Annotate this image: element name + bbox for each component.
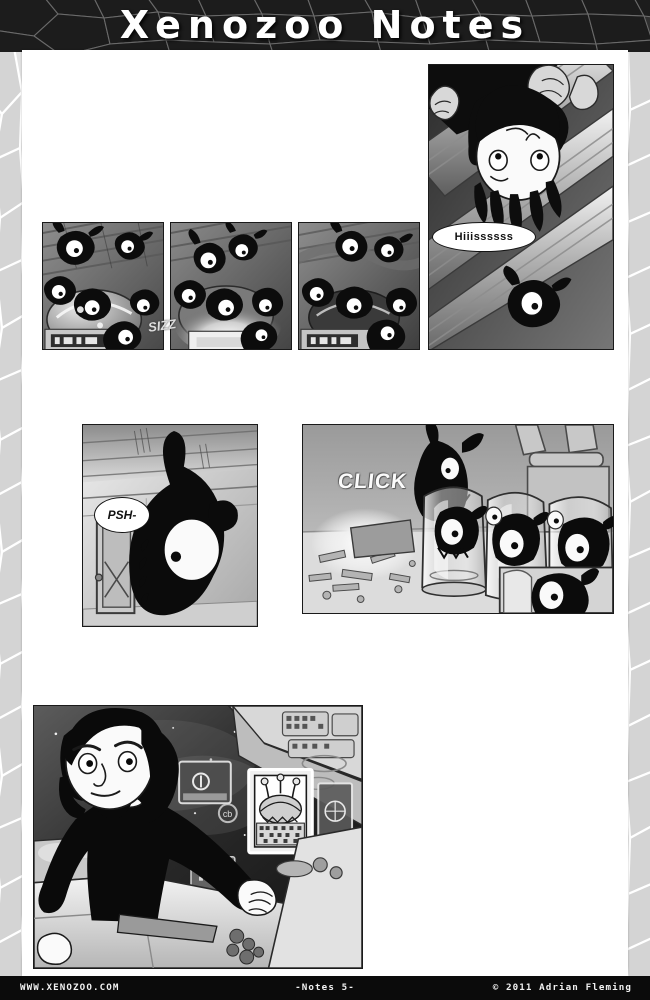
- footer-copyright: © 2011 Adrian Fleming: [492, 982, 632, 993]
- comic-panel-claire-upside-down: [428, 64, 614, 350]
- comic-panel-sprites-3: [298, 222, 420, 350]
- sfx-sizz: SIZZ: [147, 316, 178, 335]
- comic-panel-jars-click: [302, 424, 614, 614]
- comic-panel-claire-cockpit: [33, 705, 363, 969]
- footer-website-link[interactable]: WWW.XENOZOO.COM: [20, 982, 120, 993]
- comic-panel-sprites-1: [42, 222, 164, 350]
- sfx-click: CLICK: [336, 470, 409, 493]
- comic-panel-sprites-2: [170, 222, 292, 350]
- svg-text:cb: cb: [222, 809, 233, 820]
- speech-bubble-psh: PSH-: [94, 497, 150, 533]
- footer-page-label: -Notes 5-: [295, 982, 355, 993]
- page-title: Xenozoo Notes: [119, 3, 531, 47]
- speech-bubble-hiss: Hiiissssss: [432, 222, 536, 252]
- page-footer: [0, 976, 650, 1000]
